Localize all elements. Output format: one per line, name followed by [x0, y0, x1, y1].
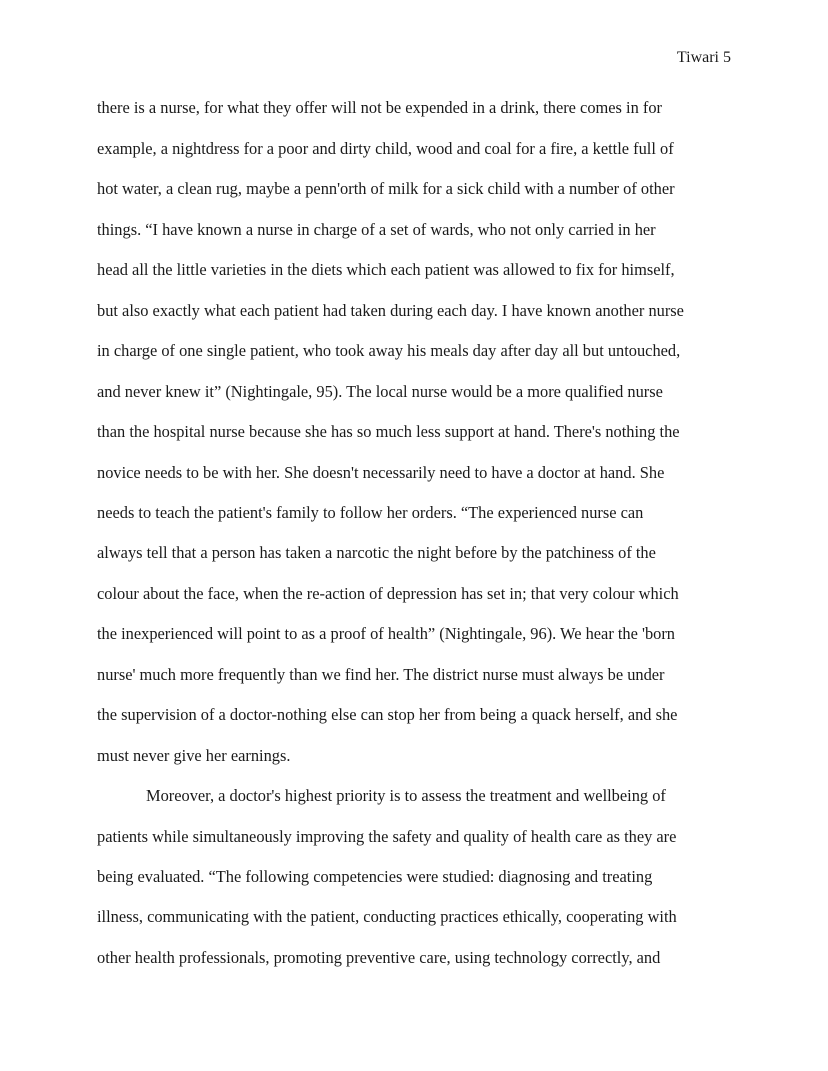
text-line: example, a nightdress for a poor and dirty child, wood and coal for a fire, a kettle full of	[97, 139, 674, 158]
text-line: but also exactly what each patient had taken during each day. I have known another nurse	[97, 301, 684, 320]
running-head: Tiwari 5	[676, 49, 731, 66]
text-line: novice needs to be with her. She doesn't necessarily need to have a doctor at hand. She	[97, 463, 665, 482]
text-line: the inexperienced will point to as a proof of health” (Nightingale, 96). We hear the 'born	[97, 624, 676, 643]
text-line: head all the little varieties in the diets which each patient was allowed to fix for himself,	[97, 260, 675, 279]
text-line: patients while simultaneously improving the safety and quality of health care as they are	[97, 827, 677, 846]
text-line: always tell that a person has taken a narcotic the night before by the patchiness of the	[97, 543, 656, 562]
text-line: and never knew it” (Nightingale, 95). The local nurse would be a more qualified nurse	[97, 382, 663, 401]
text-line: than the hospital nurse because she has so much less support at hand. There's nothing the	[97, 422, 680, 441]
text-line: nurse' much more frequently than we find her. The district nurse must always be under	[97, 665, 665, 684]
text-line: must never give her earnings.	[97, 746, 291, 765]
text-line: there is a nurse, for what they offer will not be expended in a drink, there comes in for	[97, 98, 662, 117]
text-line: being evaluated. “The following competencies were studied: diagnosing and treating	[97, 867, 653, 886]
text-line: the supervision of a doctor-nothing else can stop her from being a quack herself, and she	[97, 705, 678, 724]
text-line: needs to teach the patient's family to follow her orders. “The experienced nurse can	[97, 503, 644, 522]
text-line: things. “I have known a nurse in charge of a set of wards, who not only carried in her	[97, 220, 656, 239]
text-line: colour about the face, when the re-action of depression has set in; that very colour which	[97, 584, 679, 603]
paragraph-first-line: Moreover, a doctor's highest priority is to assess the treatment and wellbeing of	[146, 786, 666, 805]
text-line: illness, communicating with the patient, conducting practices ethically, cooperating with	[97, 907, 677, 926]
text-line: other health professionals, promoting preventive care, using technology correctly, and	[97, 948, 661, 967]
text-line: hot water, a clean rug, maybe a penn'orth of milk for a sick child with a number of other	[97, 179, 675, 198]
text-line: in charge of one single patient, who took away his meals day after day all but untouched,	[97, 341, 681, 360]
